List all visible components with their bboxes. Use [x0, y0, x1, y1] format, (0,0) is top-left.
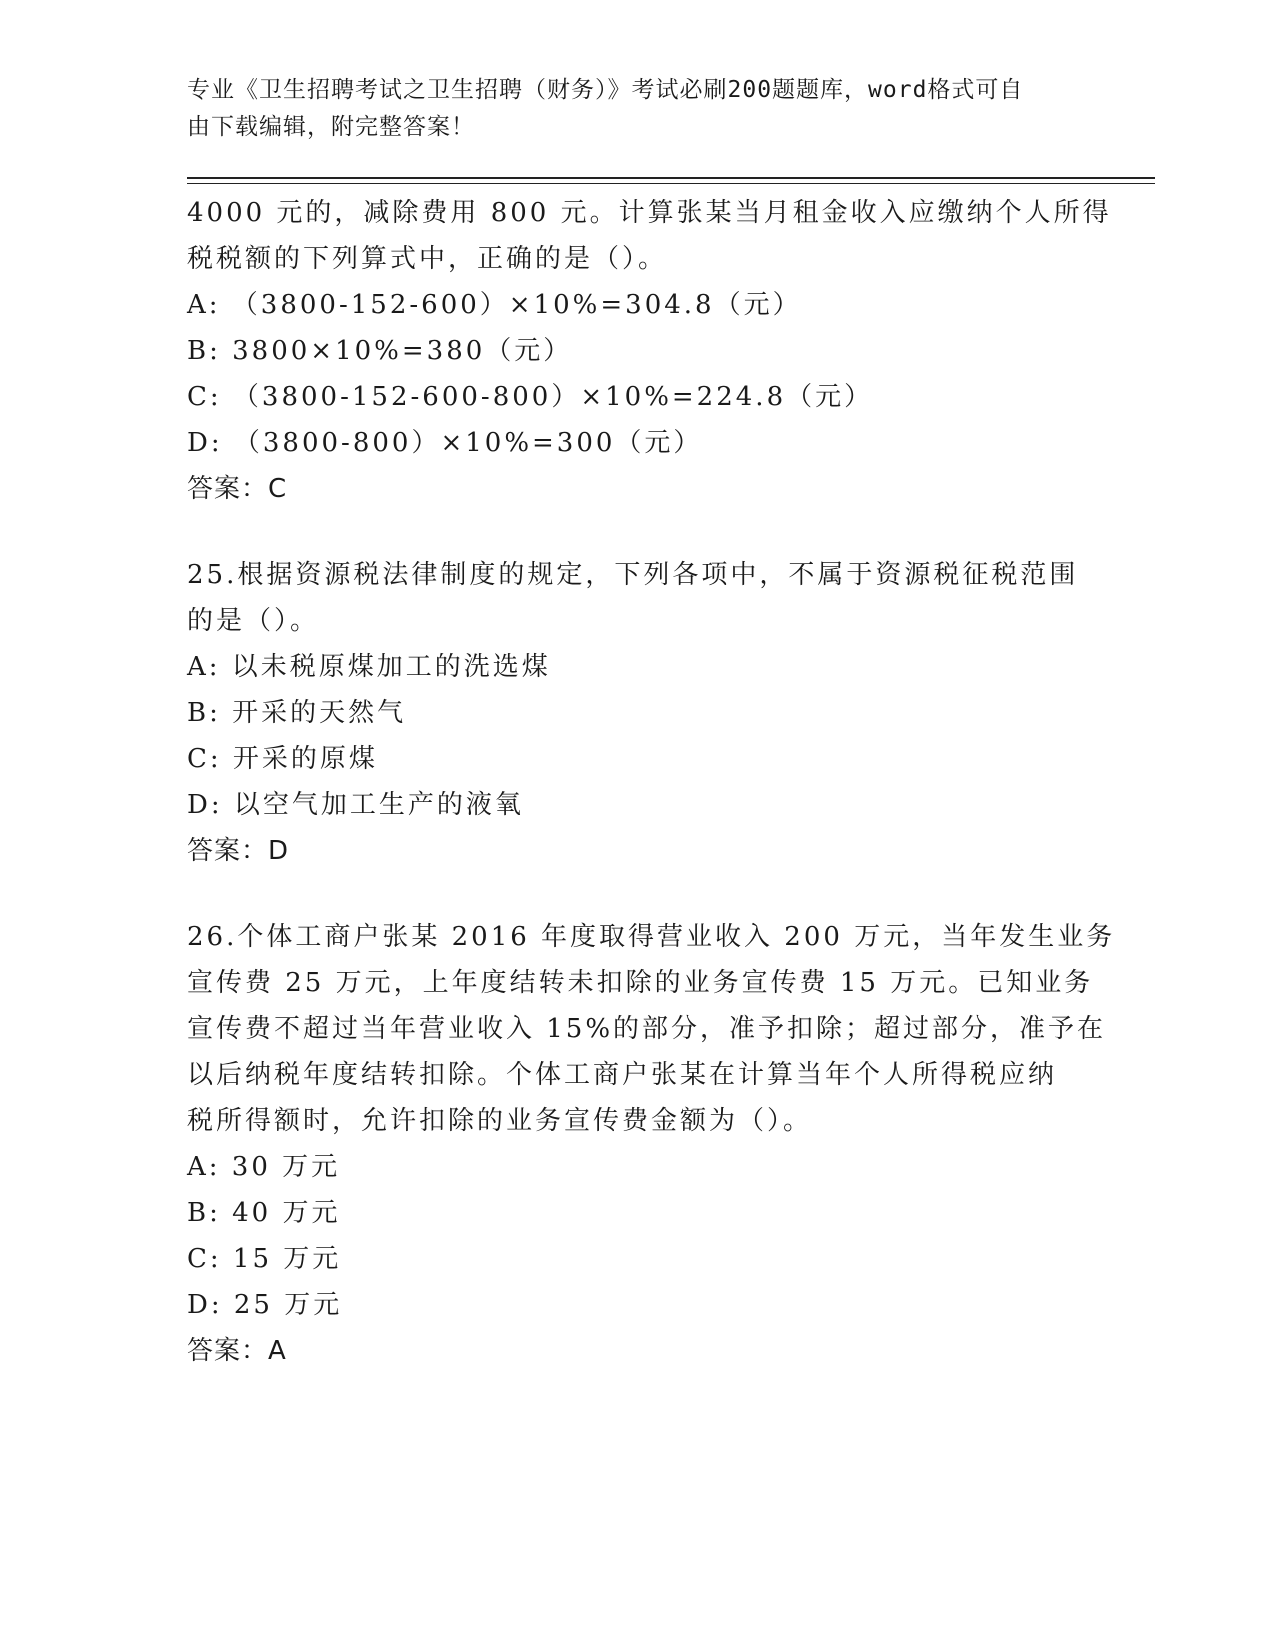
question-24 — [187, 190, 1112, 512]
option-a: A: 30 万元 — [187, 1152, 341, 1182]
question-26 — [187, 914, 1116, 1374]
question-stem-line: 宣传费 25 万元，上年度结转未扣除的业务宣传费 15 万元。已知业务 — [187, 968, 1094, 998]
option-c: C: 开采的原煤 — [187, 744, 378, 774]
document-body — [187, 190, 1116, 1374]
option-d: D: 25 万元 — [187, 1290, 343, 1320]
question-stem-line: 4000 元的，减除费用 800 元。计算张某当月租金收入应缴纳个人所得 — [187, 198, 1112, 228]
document-header — [187, 72, 1067, 146]
question-stem-line: 26.个体工商户张某 2016 年度取得营业收入 200 万元，当年发生业务 — [187, 922, 1116, 952]
question-stem-line: 税税额的下列算式中，正确的是（）。 — [187, 244, 668, 274]
option-c: C: 15 万元 — [187, 1244, 342, 1274]
option-d: D: （3800-800）×10%=300（元） — [187, 428, 703, 458]
header-divider-thick — [187, 177, 1155, 179]
option-b: B: 3800×10%=380（元） — [187, 336, 573, 366]
answer-line: 答案：D — [187, 836, 290, 866]
question-stem-line: 的是（）。 — [187, 606, 320, 636]
spacer — [187, 874, 1087, 914]
header-divider-thin — [187, 183, 1155, 184]
option-a: A: 以未税原煤加工的洗选煤 — [187, 652, 551, 682]
answer-line: 答案：A — [187, 1336, 287, 1366]
answer-line: 答案：C — [187, 474, 288, 504]
option-b: B: 40 万元 — [187, 1198, 341, 1228]
header-line-1: 专业《卫生招聘考试之卫生招聘（财务）》考试必刷200题题库，word格式可自 — [187, 77, 1024, 103]
question-stem-line: 宣传费不超过当年营业收入 15%的部分，准予扣除；超过部分，准予在 — [187, 1014, 1107, 1044]
header-line-2: 由下载编辑，附完整答案！ — [187, 114, 475, 140]
question-25 — [187, 552, 1087, 874]
option-d: D: 以空气加工生产的液氧 — [187, 790, 524, 820]
question-stem-line: 25.根据资源税法律制度的规定，下列各项中，不属于资源税征税范围 — [187, 560, 1079, 590]
option-a: A: （3800-152-600）×10%=304.8（元） — [187, 290, 802, 320]
option-b: B: 开采的天然气 — [187, 698, 407, 728]
question-stem-line: 税所得额时，允许扣除的业务宣传费金额为（）。 — [187, 1106, 813, 1136]
question-stem-line: 以后纳税年度结转扣除。个体工商户张某在计算当年个人所得税应纳 — [187, 1060, 1058, 1090]
option-c: C: （3800-152-600-800）×10%=224.8（元） — [187, 382, 874, 412]
spacer — [187, 512, 1087, 552]
